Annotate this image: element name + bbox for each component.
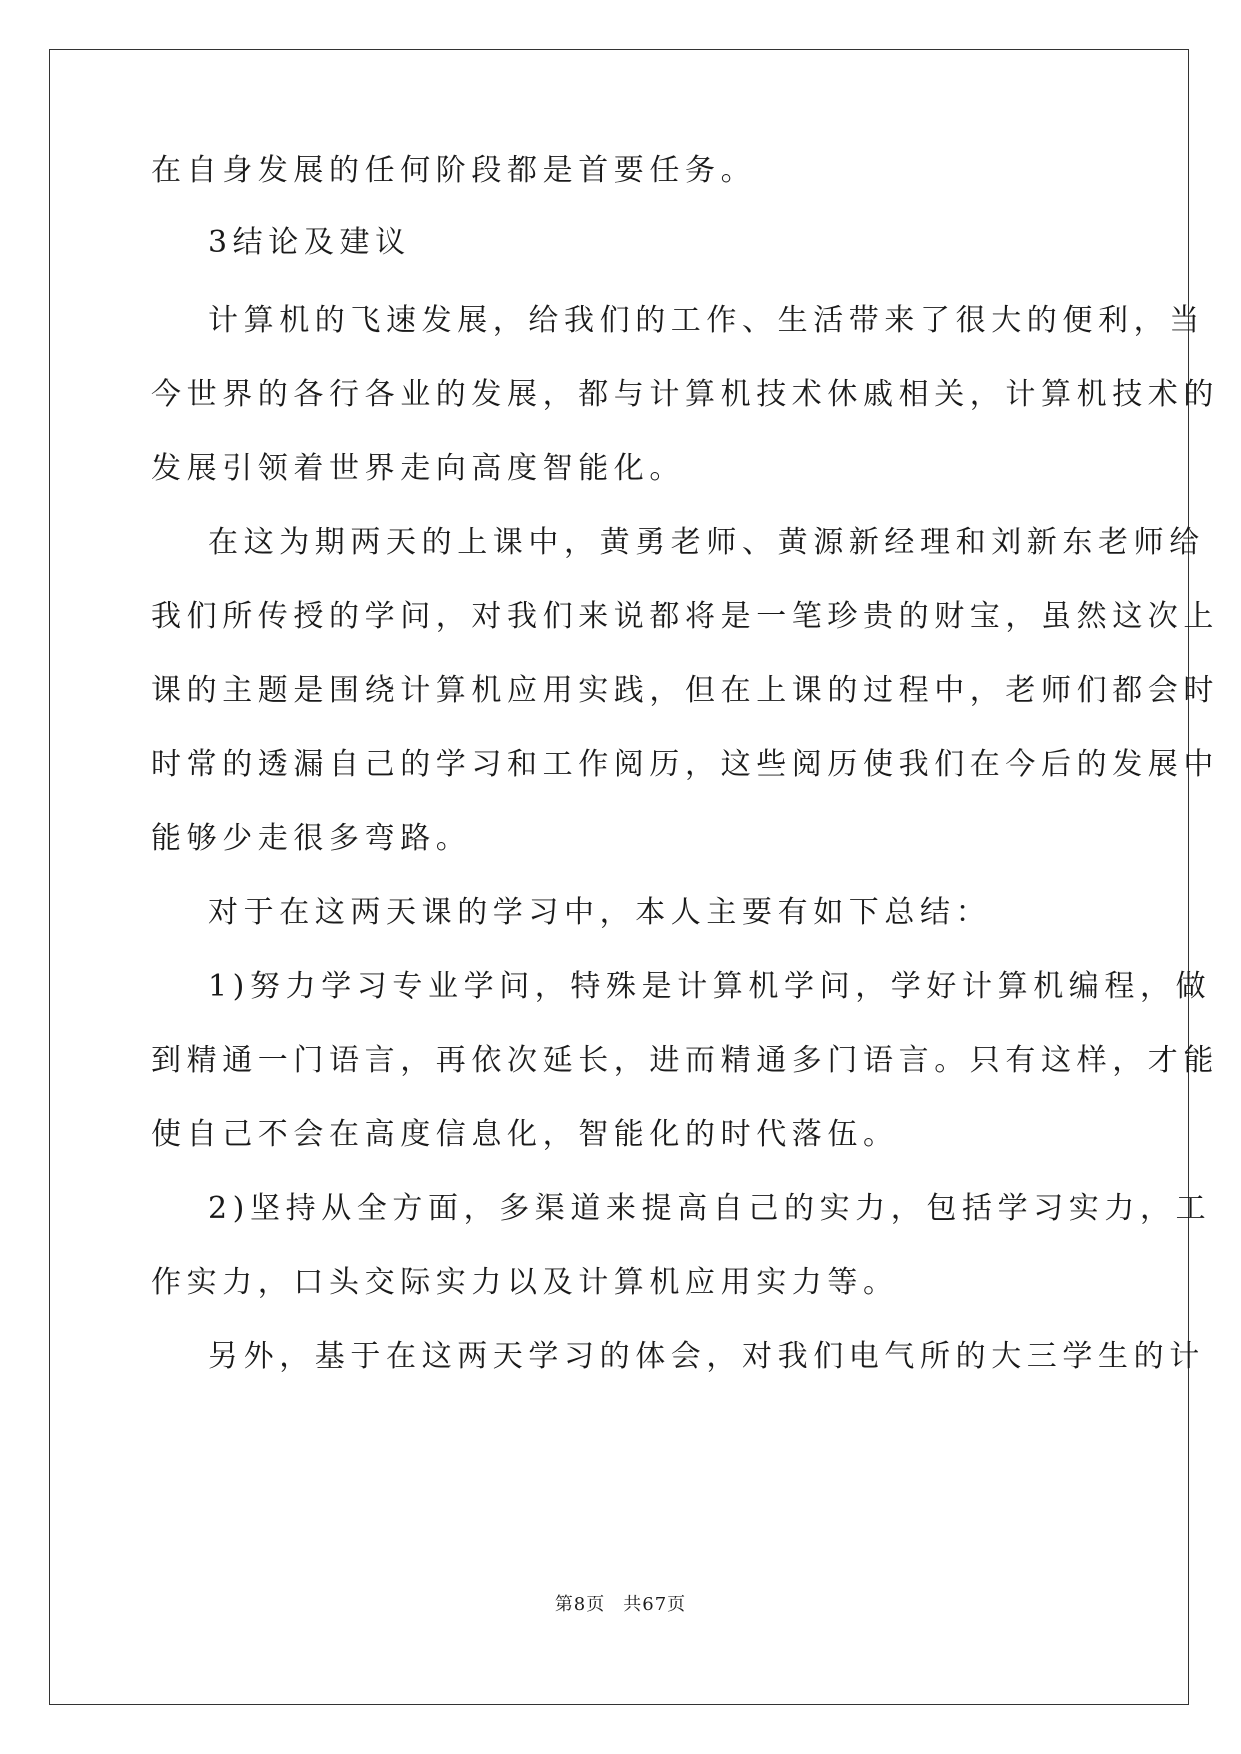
text-line: 到精通一门语言，再依次延长，进而精通多门语言。只有这样，才能 bbox=[151, 1043, 1219, 1078]
text-line: 使自己不会在高度信息化，智能化的时代落伍。 bbox=[151, 1117, 899, 1152]
text-line: 在这为期两天的上课中，黄勇老师、黄源新经理和刘新东老师给 bbox=[208, 525, 1205, 560]
section-heading: 3结论及建议 bbox=[208, 225, 411, 260]
text-line: 另外，基于在这两天学习的体会，对我们电气所的大三学生的计 bbox=[208, 1339, 1205, 1374]
text-line: 1)努力学习专业学问，特殊是计算机学问，学好计算机编程，做 bbox=[208, 969, 1212, 1004]
text-line: 今世界的各行各业的发展，都与计算机技术休戚相关，计算机技术的 bbox=[151, 377, 1219, 412]
page-footer bbox=[0, 1593, 1241, 1617]
text-line: 我们所传授的学问，对我们来说都将是一笔珍贵的财宝，虽然这次上 bbox=[151, 599, 1219, 634]
page-total: 共67页 bbox=[623, 1594, 687, 1615]
text-line: 时常的透漏自己的学习和工作阅历，这些阅历使我们在今后的发展中 bbox=[151, 747, 1219, 782]
text-line: 在自身发展的任何阶段都是首要任务。 bbox=[151, 153, 757, 188]
text-line: 课的主题是围绕计算机应用实践，但在上课的过程中，老师们都会时 bbox=[151, 673, 1219, 708]
page-number: 第8页 bbox=[554, 1594, 606, 1615]
text-line: 发展引领着世界走向高度智能化。 bbox=[151, 451, 685, 486]
text-line: 2)坚持从全方面，多渠道来提高自己的实力，包括学习实力，工 bbox=[208, 1191, 1212, 1226]
text-line: 能够少走很多弯路。 bbox=[151, 821, 472, 856]
text-line: 计算机的飞速发展，给我们的工作、生活带来了很大的便利，当 bbox=[208, 303, 1205, 338]
text-line: 对于在这两天课的学习中，本人主要有如下总结： bbox=[208, 895, 992, 930]
text-line: 作实力，口头交际实力以及计算机应用实力等。 bbox=[151, 1265, 899, 1300]
